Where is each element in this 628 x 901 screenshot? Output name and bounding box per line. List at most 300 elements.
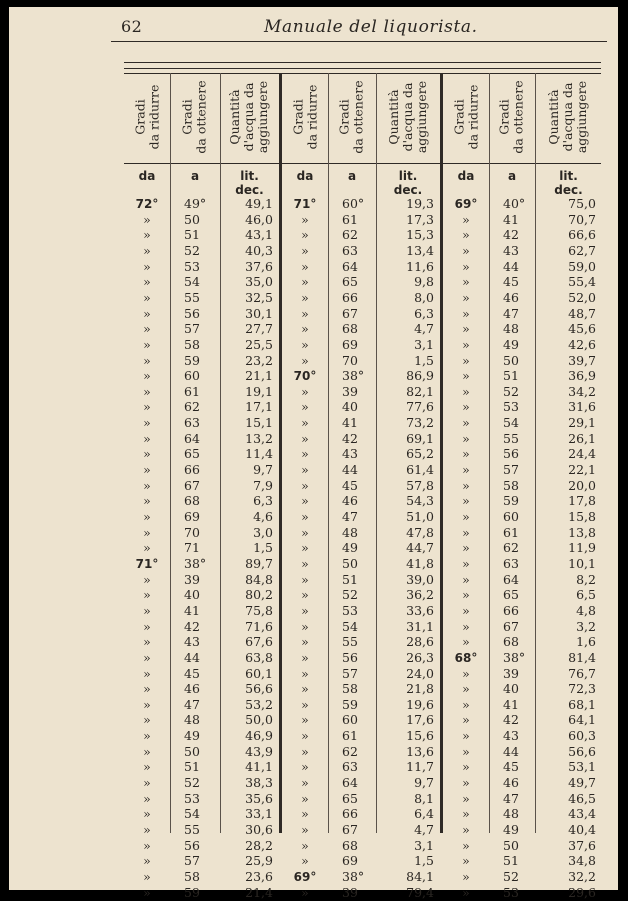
- column-header-label: Gradi da ottenere: [497, 80, 526, 154]
- cell-from: »: [143, 212, 151, 227]
- cell-from: 68°: [454, 651, 478, 665]
- cell-from: »: [301, 697, 309, 712]
- cell-from: »: [462, 274, 470, 289]
- cell-qty: 66,6: [568, 227, 596, 242]
- cell-to: 40: [342, 399, 358, 414]
- cell-from: »: [301, 650, 309, 665]
- cell-qty: 4,7: [414, 822, 434, 837]
- cell-qty: 60,3: [568, 728, 596, 743]
- column-header-label: Gradi da ridurre: [451, 84, 480, 150]
- cell-qty: 1,6: [576, 634, 596, 649]
- cell-from: »: [301, 243, 309, 258]
- cell-to: 47: [184, 697, 200, 712]
- cell-to: 42: [503, 712, 519, 727]
- unit-label-from: da: [457, 169, 475, 183]
- cell-to: 52: [342, 587, 358, 602]
- cell-from: »: [462, 853, 470, 868]
- cell-to: 39: [184, 572, 200, 587]
- cell-from: »: [143, 822, 151, 837]
- cell-from: »: [143, 227, 151, 242]
- cell-qty: 34,2: [568, 384, 596, 399]
- cell-from: »: [143, 321, 151, 336]
- cell-qty: 25,9: [245, 853, 273, 868]
- cell-to: 46: [503, 775, 519, 790]
- cell-to: 44: [503, 259, 519, 274]
- cell-to: 49: [503, 337, 519, 352]
- cell-qty: 36,2: [406, 587, 434, 602]
- cell-qty: 11,9: [568, 540, 596, 555]
- cell-qty: 25,5: [245, 337, 273, 352]
- cell-qty: 11,6: [406, 259, 434, 274]
- cell-to: 50: [184, 744, 200, 759]
- cell-qty: 11,4: [245, 446, 273, 461]
- book-page: [9, 7, 618, 900]
- cell-to: 61: [342, 212, 358, 227]
- cell-qty: 55,4: [568, 274, 596, 289]
- cell-from: »: [462, 431, 470, 446]
- cell-to: 50: [184, 212, 200, 227]
- cell-qty: 19,3: [406, 196, 434, 211]
- cell-from: »: [462, 290, 470, 305]
- cell-qty: 30,6: [245, 822, 273, 837]
- unit-label-to: a: [190, 169, 200, 183]
- cell-from: »: [143, 462, 151, 477]
- cell-qty: 6,4: [414, 806, 434, 821]
- cell-qty: 17,1: [245, 399, 273, 414]
- cell-to: 69: [342, 853, 358, 868]
- cell-to: 42: [342, 431, 358, 446]
- cell-from: »: [301, 493, 309, 508]
- cell-qty: 80,2: [245, 587, 273, 602]
- cell-qty: 59,0: [568, 259, 596, 274]
- cell-from: »: [143, 775, 151, 790]
- cell-qty: 52,0: [568, 290, 596, 305]
- cell-from: »: [462, 243, 470, 258]
- cell-from: »: [143, 838, 151, 853]
- cell-from: 71°: [293, 197, 317, 211]
- cell-to: 70: [342, 353, 358, 368]
- cell-from: »: [143, 540, 151, 555]
- unit-label-to: a: [347, 169, 357, 183]
- cell-qty: 19,6: [406, 697, 434, 712]
- cell-qty: 13,2: [245, 431, 273, 446]
- cell-from: »: [143, 431, 151, 446]
- cell-qty: 43,1: [245, 227, 273, 242]
- cell-qty: 8,1: [414, 791, 434, 806]
- cell-qty: 11,7: [406, 759, 434, 774]
- cell-to: 58: [503, 478, 519, 493]
- cell-from: »: [143, 243, 151, 258]
- cell-qty: 28,6: [406, 634, 434, 649]
- cell-from: »: [301, 572, 309, 587]
- cell-from: »: [301, 321, 309, 336]
- column-header-label: Gradi da ottenere: [337, 80, 366, 154]
- cell-to: 40: [503, 681, 519, 696]
- cell-to: 52: [184, 775, 200, 790]
- cell-from: »: [301, 274, 309, 289]
- cell-to: 67: [342, 306, 358, 321]
- cell-to: 51: [503, 368, 519, 383]
- cell-qty: 6,5: [576, 587, 596, 602]
- cell-from: »: [301, 603, 309, 618]
- cell-to: 49: [503, 822, 519, 837]
- cell-qty: 70,7: [568, 212, 596, 227]
- cell-to: 62: [342, 227, 358, 242]
- cell-qty: 84,8: [245, 572, 273, 587]
- cell-to: 56: [184, 306, 200, 321]
- table-top-rule-1: [124, 62, 601, 63]
- cell-from: »: [462, 321, 470, 336]
- cell-to: 62: [503, 540, 519, 555]
- column-header-label: Gradi da ottenere: [180, 80, 209, 154]
- cell-from: »: [301, 791, 309, 806]
- cell-to: 63: [503, 556, 519, 571]
- cell-qty: 46,9: [245, 728, 273, 743]
- column-header-from: [282, 73, 328, 161]
- cell-to: 66: [184, 462, 200, 477]
- cell-to: 50: [503, 838, 519, 853]
- cell-to: 45: [342, 478, 358, 493]
- cell-from: »: [462, 572, 470, 587]
- cell-to: 70: [184, 525, 200, 540]
- cell-to: 57: [184, 853, 200, 868]
- cell-from: 70°: [293, 369, 317, 383]
- cell-from: »: [143, 634, 151, 649]
- cell-to: 67: [184, 478, 200, 493]
- cell-qty: 42,6: [568, 337, 596, 352]
- cell-from: »: [301, 634, 309, 649]
- cell-from: »: [462, 478, 470, 493]
- cell-to: 53: [503, 885, 519, 900]
- cell-from: »: [462, 775, 470, 790]
- cell-from: »: [143, 853, 151, 868]
- cell-from: »: [143, 478, 151, 493]
- cell-from: »: [462, 634, 470, 649]
- cell-from: »: [143, 337, 151, 352]
- cell-qty: 48,7: [568, 306, 596, 321]
- cell-to: 54: [342, 619, 358, 634]
- cell-from: »: [462, 619, 470, 634]
- cell-to: 49: [184, 728, 200, 743]
- cell-qty: 86,9: [406, 368, 434, 383]
- cell-from: »: [143, 525, 151, 540]
- cell-to: 60°: [342, 196, 365, 211]
- cell-to: 54: [503, 415, 519, 430]
- cell-from: »: [462, 822, 470, 837]
- cell-qty: 17,3: [406, 212, 434, 227]
- cell-to: 57: [342, 666, 358, 681]
- cell-to: 56: [342, 650, 358, 665]
- cell-from: »: [143, 697, 151, 712]
- cell-to: 55: [184, 822, 200, 837]
- cell-from: »: [462, 728, 470, 743]
- cell-qty: 21,8: [406, 681, 434, 696]
- cell-qty: 4,6: [253, 509, 273, 524]
- cell-qty: 1,5: [253, 540, 273, 555]
- cell-to: 47: [503, 791, 519, 806]
- cell-from: »: [143, 493, 151, 508]
- cell-qty: 3,1: [414, 838, 434, 853]
- cell-from: »: [301, 885, 309, 900]
- cell-qty: 22,1: [568, 462, 596, 477]
- cell-qty: 62,7: [568, 243, 596, 258]
- cell-from: »: [462, 415, 470, 430]
- column-separator: [328, 73, 329, 833]
- cell-from: »: [143, 681, 151, 696]
- cell-qty: 67,6: [245, 634, 273, 649]
- cell-qty: 60,1: [245, 666, 273, 681]
- cell-qty: 10,1: [568, 556, 596, 571]
- cell-from: »: [143, 650, 151, 665]
- unit-label-from: da: [296, 169, 314, 183]
- cell-qty: 41,8: [406, 556, 434, 571]
- cell-qty: 17,8: [568, 493, 596, 508]
- cell-to: 68: [184, 493, 200, 508]
- cell-to: 59: [184, 885, 200, 900]
- cell-from: »: [462, 759, 470, 774]
- cell-qty: 39,0: [406, 572, 434, 587]
- cell-from: »: [143, 869, 151, 884]
- cell-to: 46: [342, 493, 358, 508]
- cell-to: 38°: [503, 650, 526, 665]
- cell-qty: 77,6: [406, 399, 434, 414]
- column-header-from: [124, 73, 170, 161]
- cell-qty: 89,7: [245, 556, 273, 571]
- cell-from: »: [462, 681, 470, 696]
- cell-to: 61: [184, 384, 200, 399]
- cell-from: »: [301, 337, 309, 352]
- cell-to: 43: [184, 634, 200, 649]
- cell-from: »: [462, 353, 470, 368]
- cell-from: »: [301, 525, 309, 540]
- cell-to: 39: [342, 885, 358, 900]
- cell-to: 60: [184, 368, 200, 383]
- cell-to: 48: [184, 712, 200, 727]
- cell-to: 66: [503, 603, 519, 618]
- cell-from: »: [143, 399, 151, 414]
- cell-qty: 40,4: [568, 822, 596, 837]
- cell-qty: 3,0: [253, 525, 273, 540]
- cell-qty: 33,1: [245, 806, 273, 821]
- cell-to: 44: [184, 650, 200, 665]
- cell-from: »: [301, 353, 309, 368]
- running-title: Manuale del liquorista.: [264, 17, 478, 37]
- cell-to: 65: [503, 587, 519, 602]
- column-header-to: [489, 73, 535, 161]
- cell-to: 38°: [342, 869, 365, 884]
- cell-qty: 3,2: [576, 619, 596, 634]
- cell-from: »: [301, 509, 309, 524]
- cell-from: »: [462, 525, 470, 540]
- cell-from: »: [143, 806, 151, 821]
- cell-from: »: [143, 744, 151, 759]
- cell-from: »: [143, 619, 151, 634]
- cell-to: 66: [342, 290, 358, 305]
- cell-from: »: [301, 775, 309, 790]
- cell-from: »: [462, 712, 470, 727]
- cell-qty: 4,7: [414, 321, 434, 336]
- cell-to: 62: [342, 744, 358, 759]
- cell-from: »: [301, 556, 309, 571]
- cell-from: »: [143, 587, 151, 602]
- cell-qty: 13,4: [406, 243, 434, 258]
- cell-from: »: [143, 666, 151, 681]
- cell-to: 42: [503, 227, 519, 242]
- cell-to: 63: [342, 243, 358, 258]
- cell-qty: 13,6: [406, 744, 434, 759]
- cell-to: 60: [342, 712, 358, 727]
- cell-from: »: [143, 290, 151, 305]
- cell-qty: 31,6: [568, 399, 596, 414]
- cell-from: »: [301, 838, 309, 853]
- cell-from: »: [143, 728, 151, 743]
- cell-to: 57: [503, 462, 519, 477]
- cell-to: 68: [342, 838, 358, 853]
- cell-from: »: [143, 368, 151, 383]
- cell-to: 47: [342, 509, 358, 524]
- cell-from: »: [301, 227, 309, 242]
- cell-to: 63: [184, 415, 200, 430]
- cell-qty: 64,1: [568, 712, 596, 727]
- cell-from: »: [462, 306, 470, 321]
- cell-to: 56: [184, 838, 200, 853]
- cell-qty: 36,9: [568, 368, 596, 383]
- cell-from: »: [301, 619, 309, 634]
- cell-from: »: [462, 493, 470, 508]
- cell-to: 53: [184, 259, 200, 274]
- cell-from: »: [143, 274, 151, 289]
- cell-from: »: [143, 572, 151, 587]
- cell-from: »: [462, 666, 470, 681]
- cell-to: 68: [342, 321, 358, 336]
- cell-from: »: [301, 399, 309, 414]
- cell-qty: 9,8: [414, 274, 434, 289]
- cell-to: 68: [503, 634, 519, 649]
- cell-qty: 17,6: [406, 712, 434, 727]
- cell-to: 39: [503, 666, 519, 681]
- cell-to: 54: [184, 806, 200, 821]
- cell-qty: 26,1: [568, 431, 596, 446]
- cell-to: 38°: [184, 556, 207, 571]
- cell-from: »: [301, 759, 309, 774]
- cell-qty: 15,6: [406, 728, 434, 743]
- cell-to: 53: [342, 603, 358, 618]
- cell-to: 60: [503, 509, 519, 524]
- cell-from: »: [143, 885, 151, 900]
- cell-from: »: [462, 744, 470, 759]
- cell-from: »: [301, 853, 309, 868]
- cell-from: »: [143, 415, 151, 430]
- cell-from: »: [462, 337, 470, 352]
- column-header-from: [443, 73, 489, 161]
- cell-qty: 34,8: [568, 853, 596, 868]
- cell-from: »: [462, 556, 470, 571]
- cell-to: 61: [342, 728, 358, 743]
- column-header-label: Quantità d'acqua da aggiungere: [546, 80, 590, 154]
- cell-to: 64: [342, 775, 358, 790]
- cell-qty: 69,1: [406, 431, 434, 446]
- cell-qty: 39,7: [568, 353, 596, 368]
- cell-to: 53: [503, 399, 519, 414]
- cell-from: »: [462, 446, 470, 461]
- cell-qty: 27,7: [245, 321, 273, 336]
- cell-to: 42: [184, 619, 200, 634]
- cell-from: »: [462, 697, 470, 712]
- cell-to: 43: [503, 243, 519, 258]
- cell-qty: 56,6: [245, 681, 273, 696]
- cell-from: »: [301, 446, 309, 461]
- cell-from: »: [462, 838, 470, 853]
- cell-qty: 84,1: [406, 869, 434, 884]
- cell-qty: 6,3: [253, 493, 273, 508]
- cell-qty: 9,7: [414, 775, 434, 790]
- cell-to: 52: [184, 243, 200, 258]
- cell-from: »: [462, 227, 470, 242]
- cell-to: 41: [503, 697, 519, 712]
- cell-qty: 8,0: [414, 290, 434, 305]
- cell-qty: 63,8: [245, 650, 273, 665]
- column-header-to: [328, 73, 376, 161]
- cell-qty: 29,6: [568, 885, 596, 900]
- unit-label-qty: lit. dec.: [235, 169, 264, 197]
- cell-from: »: [462, 399, 470, 414]
- cell-to: 71: [184, 540, 200, 555]
- cell-to: 50: [503, 353, 519, 368]
- cell-to: 67: [503, 619, 519, 634]
- cell-from: »: [462, 885, 470, 900]
- cell-to: 51: [184, 759, 200, 774]
- cell-to: 46: [184, 681, 200, 696]
- cell-from: »: [301, 822, 309, 837]
- cell-to: 58: [342, 681, 358, 696]
- cell-to: 62: [184, 399, 200, 414]
- cell-qty: 61,4: [406, 462, 434, 477]
- cell-qty: 45,6: [568, 321, 596, 336]
- cell-qty: 68,1: [568, 697, 596, 712]
- cell-from: »: [301, 415, 309, 430]
- cell-qty: 47,8: [406, 525, 434, 540]
- cell-qty: 41,1: [245, 759, 273, 774]
- cell-from: »: [301, 681, 309, 696]
- cell-qty: 82,1: [406, 384, 434, 399]
- cell-to: 41: [342, 415, 358, 430]
- cell-to: 51: [342, 572, 358, 587]
- cell-qty: 79,4: [406, 885, 434, 900]
- cell-qty: 29,1: [568, 415, 596, 430]
- cell-to: 69: [184, 509, 200, 524]
- cell-qty: 51,0: [406, 509, 434, 524]
- cell-to: 51: [184, 227, 200, 242]
- cell-from: 69°: [454, 197, 478, 211]
- cell-to: 69: [342, 337, 358, 352]
- cell-from: »: [301, 712, 309, 727]
- cell-to: 65: [342, 274, 358, 289]
- cell-qty: 72,3: [568, 681, 596, 696]
- column-header-to: [170, 73, 220, 161]
- unit-label-qty: lit. dec.: [393, 169, 423, 197]
- cell-qty: 32,5: [245, 290, 273, 305]
- cell-to: 48: [342, 525, 358, 540]
- cell-to: 55: [342, 634, 358, 649]
- cell-qty: 15,8: [568, 509, 596, 524]
- cell-from: 72°: [135, 197, 159, 211]
- cell-qty: 15,3: [406, 227, 434, 242]
- cell-qty: 54,3: [406, 493, 434, 508]
- cell-to: 59: [342, 697, 358, 712]
- cell-from: »: [143, 603, 151, 618]
- cell-to: 64: [342, 259, 358, 274]
- cell-from: »: [301, 259, 309, 274]
